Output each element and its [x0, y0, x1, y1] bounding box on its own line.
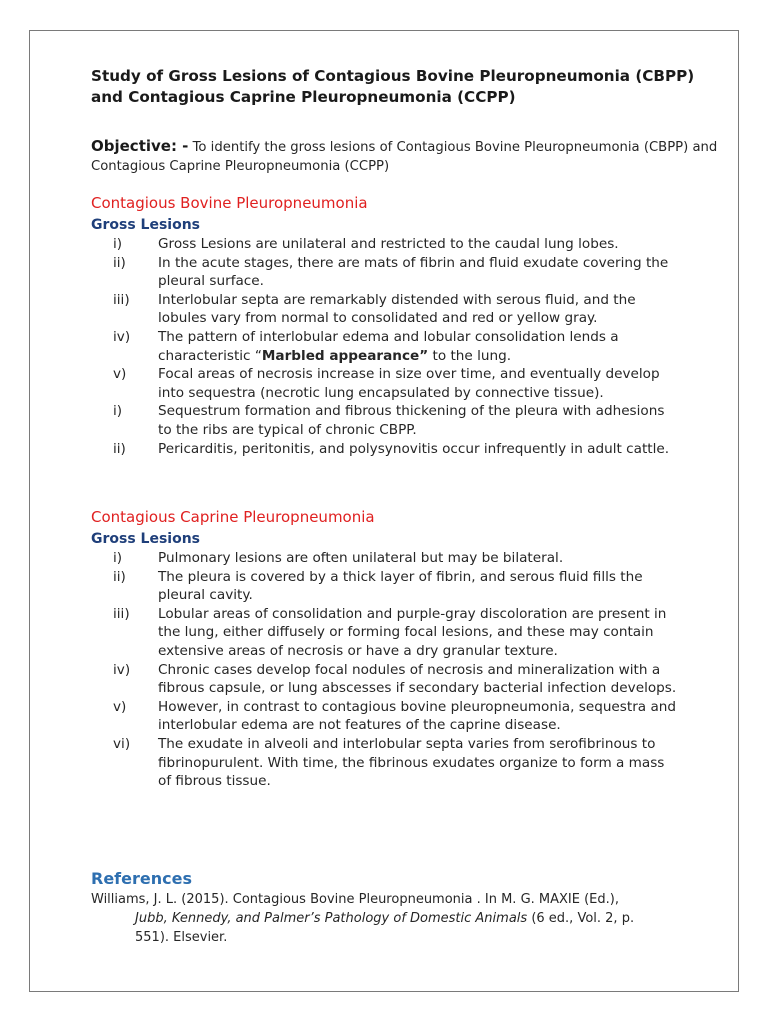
book-title: Jubb, Kennedy, and Palmer’s Pathology of Domestic Animals	[135, 911, 528, 926]
reference-entry: Williams, J. L. (2015). Contagious Bovine Pleuropneumonia . In M. G. MAXIE (Ed.), Jubb, Kennedy, and Palmer’s Pathology of Domestic Animals (6 ed., Vol. 2, p. 551). Elsevier.	[91, 892, 635, 945]
list-item: iv) Chronic cases develop focal nodules of necrosis and mineralization with a fibrous capsule, or lung abscesses if secondary bacterial infection develops.	[113, 661, 677, 697]
cbpp-lesion-list	[0, 235, 700, 458]
list-item: ii) Pericarditis, peritonitis, and polysynovitis occur infrequently in adult cattle.	[113, 440, 670, 457]
references-heading: References	[91, 869, 192, 888]
objective-label: Objective: -	[91, 137, 189, 155]
list-item: i) Gross Lesions are unilateral and restricted to the caudal lung lobes.	[113, 236, 619, 252]
list-item: iii) Interlobular septa are remarkably distended with serous fluid, and the lobules vary from normal to consolidated and red or yellow gray.	[113, 291, 636, 327]
list-item: ii) In the acute stages, there are mats of fibrin and fluid exudate covering the pleural surface.	[113, 254, 669, 290]
cbpp-subheading: Gross Lesions	[91, 217, 201, 233]
list-item: vi) The exudate in alveoli and interlobular septa varies from serofibrinous to fibrinopurulent. With time, the fibrinous exudates organize to form a mass of fibrous tissue.	[113, 735, 665, 790]
objective-text: To identify the gross lesions of Contagious Bovine Pleuropneumonia (CBPP) and Contagious Caprine Pleuropneumonia (CCPP)	[91, 140, 718, 174]
list-item: iv) The pattern of interlobular edema and lobular consolidation lends a characteristic “Marbled appearance” to the lung.	[113, 328, 619, 364]
objective-paragraph	[91, 137, 731, 176]
ccpp-lesion-list	[0, 549, 700, 791]
marbled-appearance-term: Marbled appearance”	[261, 347, 429, 364]
list-item: i) Pulmonary lesions are often unilateral but may be bilateral.	[113, 550, 564, 566]
list-item: ii) The pleura is covered by a thick layer of fibrin, and serous fluid fills the pleural cavity.	[113, 568, 643, 604]
cbpp-heading: Contagious Bovine Pleuropneumonia	[91, 194, 368, 212]
document-title: Study of Gross Lesions of Contagious Bovine Pleuropneumonia (CBPP) and Contagious Caprine Pleuropneumonia (CCPP)	[91, 67, 695, 106]
list-item: iii) Lobular areas of consolidation and purple-gray discoloration are present in the lung, either diffusely or forming focal lesions, and these may contain extensive areas of necrosis or have a dry granular texture.	[113, 605, 667, 659]
list-item: i) Sequestrum formation and fibrous thickening of the pleura with adhesions to the ribs are typical of chronic CBPP.	[113, 403, 665, 438]
list-item: v) However, in contrast to contagious bovine pleuropneumonia, sequestra and interlobular edema are not features of the caprine disease.	[113, 698, 677, 734]
ccpp-subheading: Gross Lesions	[91, 531, 201, 547]
list-item: v) Focal areas of necrosis increase in size over time, and eventually develop into sequestra (necrotic lung encapsulated by connective tissue).	[113, 366, 660, 401]
ccpp-heading: Contagious Caprine Pleuropneumonia	[91, 508, 375, 526]
